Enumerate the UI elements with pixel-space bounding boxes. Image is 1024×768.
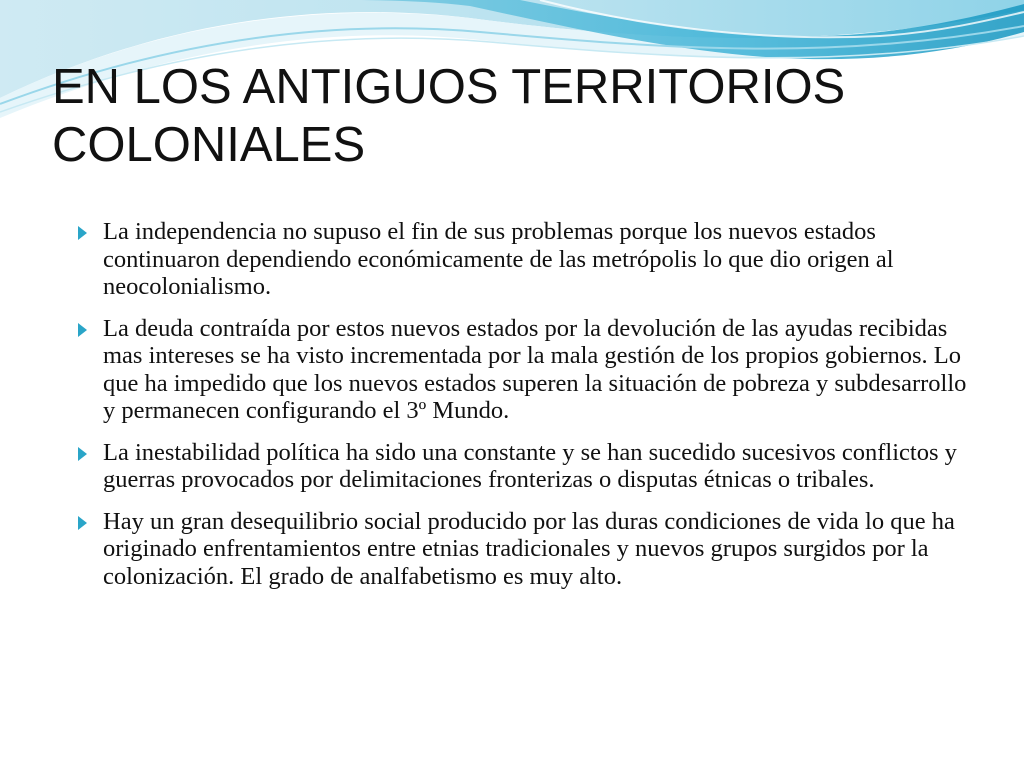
bullet-list	[78, 218, 978, 604]
bullet-item	[78, 315, 978, 425]
triangle-bullet-icon	[78, 323, 87, 337]
triangle-bullet-icon	[78, 447, 87, 461]
bullet-text: La deuda contraída por estos nuevos estados por la devolución de las ayudas recibidas mas intereses se ha visto incrementada por la mala gestión de los propios gobiernos. Lo que ha impedido que los nuevos estados superen la situación de pobreza y subdesarrollo y permanecen configurando el 3º Mundo.	[103, 314, 967, 424]
triangle-bullet-icon	[78, 516, 87, 530]
bullet-item	[78, 508, 978, 591]
bullet-item	[78, 218, 978, 301]
triangle-bullet-icon	[78, 226, 87, 240]
bullet-item	[78, 439, 978, 494]
slide-title: EN LOS ANTIGUOS TERRITORIOS COLONIALES	[52, 60, 846, 172]
bullet-text: Hay un gran desequilibrio social producido por las duras condiciones de vida lo que ha originado enfrentamientos entre etnias tradicionales y nuevos grupos surgidos por la colonización. El grado de analfabetismo es muy alto.	[103, 507, 955, 590]
bullet-text: La inestabilidad política ha sido una constante y se han sucedido sucesivos conflictos y guerras provocados por delimitaciones fronterizas o disputas étnicas o tribales.	[103, 438, 957, 493]
bullet-text: La independencia no supuso el fin de sus problemas porque los nuevos estados continuaron dependiendo económicamente de las metrópolis lo que dio origen al neocolonialismo.	[103, 218, 894, 300]
